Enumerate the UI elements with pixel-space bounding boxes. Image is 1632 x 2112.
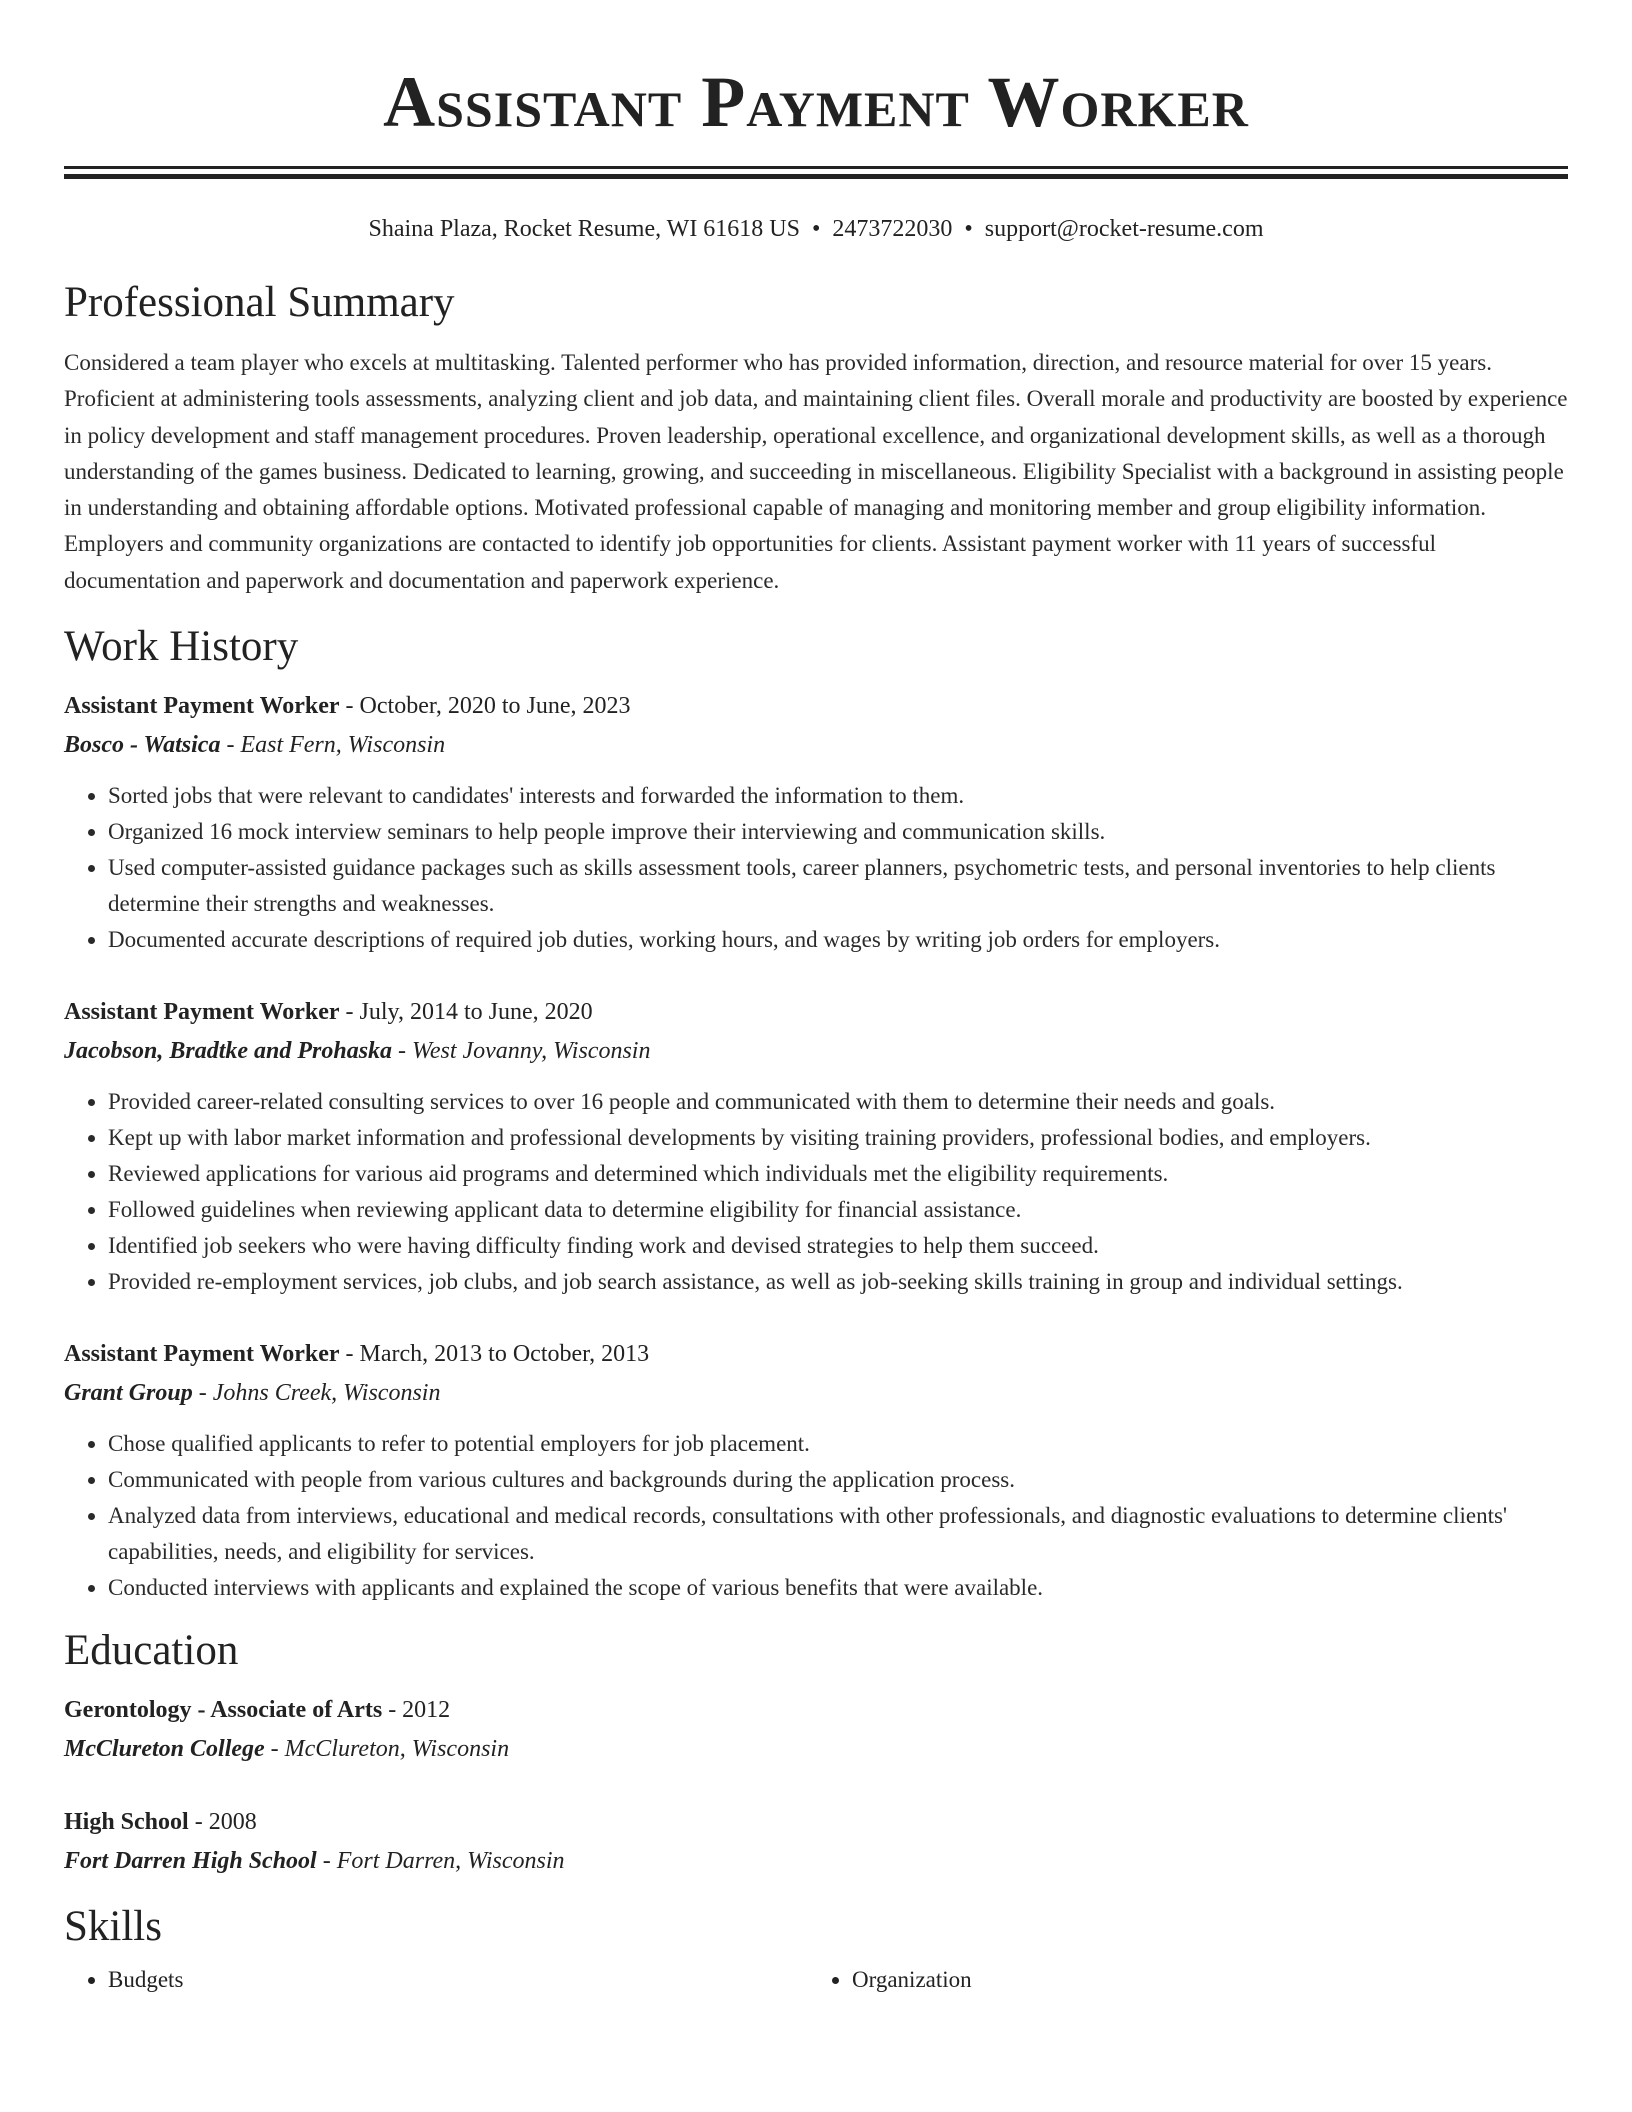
job-company: Jacobson, Bradtke and Prohaska <box>64 1038 393 1065</box>
duty-item: • Provided re-employment services, job clubs, and job search assistance, as well as job-seeking skills training in group and individual settings. <box>108 1264 1568 1300</box>
graduation-year: - 2012 <box>382 1697 451 1724</box>
degree: High School <box>64 1809 189 1836</box>
duty-item: • Documented accurate descriptions of required job duties, working hours, and wages by writing job orders for employers. <box>108 922 1568 958</box>
school-location: - McClureton, Wisconsin <box>264 1736 510 1763</box>
skill-item: • Organization <box>852 1962 1552 1998</box>
skills-heading: Skills <box>64 1903 162 1951</box>
job-title-line <box>64 1334 1568 1374</box>
summary-text: Considered a team player who excels at multitasking. Talented performer who has provided information, direction, and resource material for over 15 years. Proficient at administering tools assessments, analyzing client and job data, and maintaining client files. Overall morale and productivity are boosted by experience in policy development and staff management procedures. Proven leadership, operational excellence, and organizational development skills, as well as a thorough understanding of the games business. Dedicated to learning, growing, and succeeding in miscellaneous. Eligibility Specialist with a background in assisting people in understanding and obtaining affordable options. Motivated professional capable of managing and monitoring member and group eligibility information. Employers and community organizations are contacted to identify job opportunities for clients. Assistant payment worker with 11 years of successful documentation and paperwork and documentation and paperwork experience. <box>64 350 1568 593</box>
job-duties <box>64 1426 1568 1606</box>
job-dates: - October, 2020 to June, 2023 <box>339 693 631 720</box>
skills-column-left <box>64 1962 808 1998</box>
degree-line <box>64 1690 1568 1730</box>
job-role: Assistant Payment Worker <box>64 999 340 1026</box>
job-company: Bosco - Watsica <box>64 732 221 759</box>
school-location: - Fort Darren, Wisconsin <box>316 1848 565 1875</box>
duty-item: • Followed guidelines when reviewing applicant data to determine eligibility for financial assistance. <box>108 1192 1568 1228</box>
education-entry <box>64 1802 1568 1880</box>
contact-address: Shaina Plaza, Rocket Resume, WI 61618 US <box>368 216 800 242</box>
job-dates: - March, 2013 to October, 2013 <box>339 1341 650 1368</box>
job-location: - Johns Creek, Wisconsin <box>192 1380 441 1407</box>
degree-line <box>64 1802 1568 1842</box>
duty-item: • Provided career-related consulting services to over 16 people and communicated with them to determine their needs and goals. <box>108 1084 1568 1120</box>
duty-item: • Sorted jobs that were relevant to candidates' interests and forwarded the information to them. <box>108 778 1568 814</box>
work-history-heading: Work History <box>64 623 299 671</box>
job-company-line <box>64 726 1568 764</box>
school-name: Fort Darren High School <box>64 1848 317 1875</box>
duty-item: • Analyzed data from interviews, educational and medical records, consultations with other professionals, and diagnostic evaluations to determine clients' capabilities, needs, and eligibility for services. <box>108 1498 1568 1570</box>
job-dates: - July, 2014 to June, 2020 <box>339 999 593 1026</box>
school-name: McClureton College <box>64 1736 265 1763</box>
contact-separator: • <box>811 216 821 242</box>
graduation-year: - 2008 <box>188 1809 257 1836</box>
skills-list <box>64 1962 1568 1998</box>
duty-item: • Communicated with people from various cultures and backgrounds during the application process. <box>108 1462 1568 1498</box>
education-entry <box>64 1690 1568 1768</box>
duty-item: • Chose qualified applicants to refer to potential employers for job placement. <box>108 1426 1568 1462</box>
duty-item: • Used computer-assisted guidance packages such as skills assessment tools, career planners, psychometric tests, and personal inventories to help clients determine their strengths and weaknesses. <box>108 850 1568 922</box>
job-entry <box>64 1334 1568 1606</box>
job-role: Assistant Payment Worker <box>64 693 340 720</box>
header-divider <box>64 166 1568 179</box>
summary-heading: Professional Summary <box>64 279 455 326</box>
school-line <box>64 1842 1568 1880</box>
job-title-line <box>64 686 1568 726</box>
contact-line <box>64 213 1568 245</box>
school-line <box>64 1730 1568 1768</box>
job-entry <box>64 686 1568 958</box>
job-company: Grant Group <box>64 1380 193 1407</box>
skill-item: • Budgets <box>108 1962 808 1998</box>
duty-item: • Identified job seekers who were having difficulty finding work and devised strategies to help them succeed. <box>108 1228 1568 1264</box>
contact-email: support@rocket-resume.com <box>984 216 1264 242</box>
degree: Gerontology - Associate of Arts <box>64 1697 383 1724</box>
duty-item: • Kept up with labor market information and professional developments by visiting training providers, professional bodies, and employers. <box>108 1120 1568 1156</box>
education-heading: Education <box>64 1627 239 1675</box>
duty-item: • Organized 16 mock interview seminars to help people improve their interviewing and communication skills. <box>108 814 1568 850</box>
skills-column-right <box>808 1962 1552 1998</box>
job-company-line <box>64 1032 1568 1070</box>
contact-phone: 2473722030 <box>832 216 953 242</box>
job-duties <box>64 1084 1568 1300</box>
job-entry <box>64 992 1568 1300</box>
candidate-name: Assistant Payment Worker <box>383 62 1249 142</box>
contact-separator: • <box>964 216 973 242</box>
job-title-line <box>64 992 1568 1032</box>
job-company-line <box>64 1374 1568 1412</box>
job-location: - East Fern, Wisconsin <box>220 732 446 759</box>
job-location: - West Jovanny, Wisconsin <box>392 1038 651 1065</box>
job-role: Assistant Payment Worker <box>64 1341 340 1368</box>
duty-item: • Reviewed applications for various aid programs and determined which individuals met the eligibility requirements. <box>108 1156 1568 1192</box>
job-duties <box>64 778 1568 958</box>
duty-item: • Conducted interviews with applicants and explained the scope of various benefits that were available. <box>108 1570 1568 1606</box>
